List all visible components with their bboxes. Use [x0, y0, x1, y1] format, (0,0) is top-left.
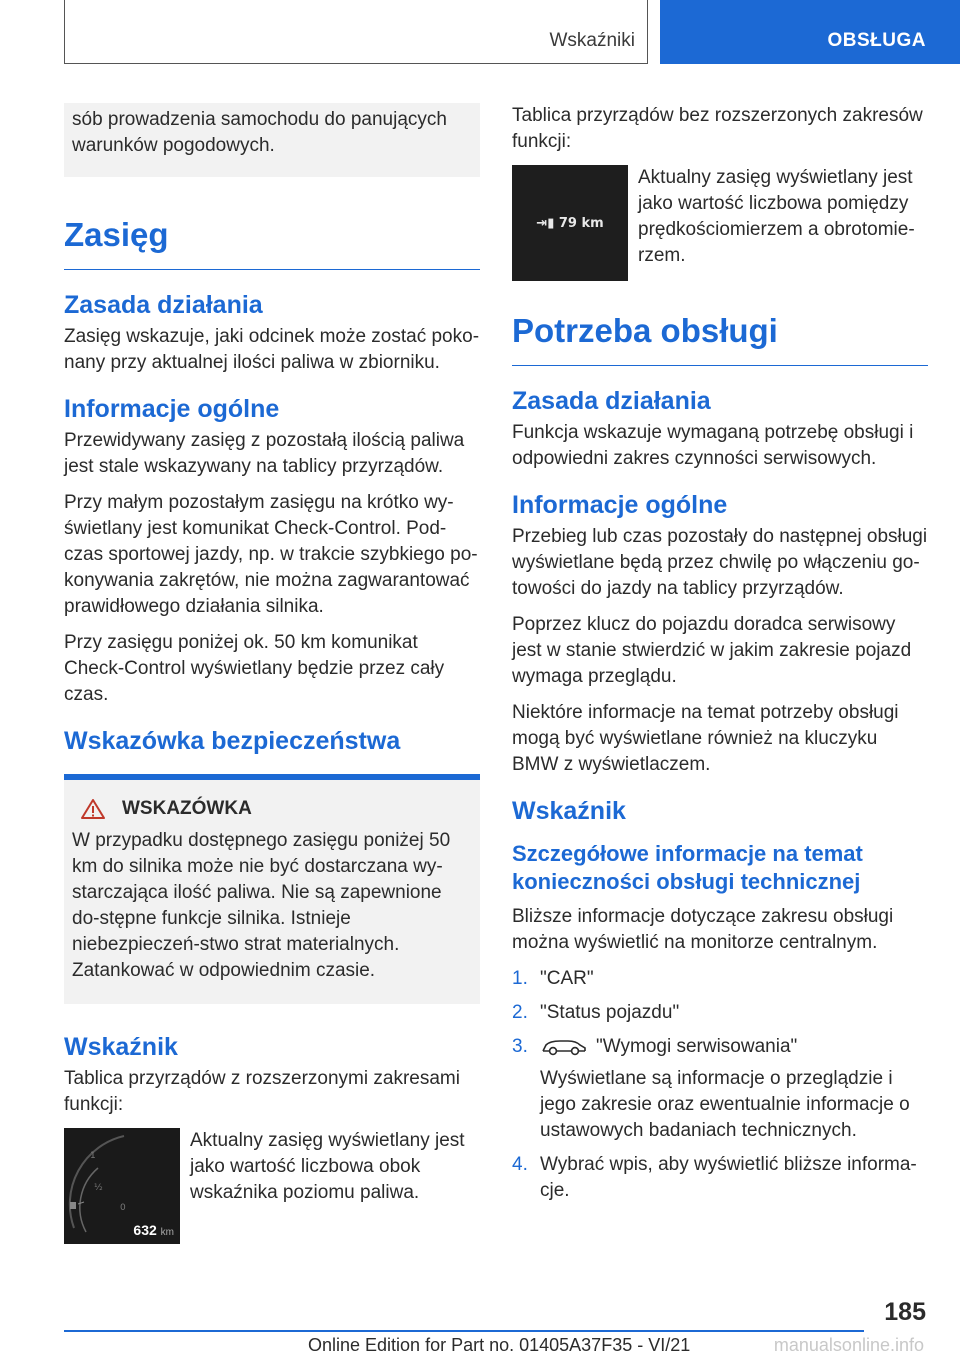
intro-text: sób prowadzenia samochodu do panujących warunków pogodowych.	[72, 109, 447, 156]
car-icon	[540, 1037, 588, 1057]
svg-text:0: 0	[120, 1203, 126, 1213]
warning-triangle-icon	[80, 798, 106, 820]
figure-extended-caption: Aktualny zasięg wyświetlany jest jako wartość liczbowa obok wskaźnika poziomu paliwa.	[190, 1130, 465, 1203]
heading-service-principle: Zasada działania	[512, 387, 711, 415]
warning-header	[72, 798, 472, 820]
heading-safety: Wskazówka bezpieczeństwa	[64, 727, 401, 755]
heading-service-general: Informacje ogólne	[512, 491, 728, 519]
heading-range: Zasięg	[64, 215, 480, 270]
list-item: 1. "CAR"	[512, 968, 594, 989]
watermark: manualsonline.info	[773, 1335, 924, 1355]
list-item: 2. "Status pojazdu"	[512, 1002, 680, 1023]
heading-range-general: Informacje ogólne	[64, 395, 280, 423]
intro-box	[64, 103, 480, 177]
heading-service-need: Potrzeba obsługi	[512, 311, 928, 366]
figure-basic-caption: Aktualny zasięg wyświetlany jest jako wartość liczbowa pomiędzy prędkościomierzem a obrotomie-rzem.	[638, 167, 915, 266]
heading-range-principle: Zasada działania	[64, 291, 263, 319]
figure-extended-cluster	[64, 1128, 480, 1244]
range-general-p1: Przewidywany zasięg z pozostałą ilością paliwa jest stale wskazywany na tablicy przyrządów.	[64, 430, 465, 477]
figure-basic-cluster	[512, 165, 928, 281]
range-general-p3: Przy zasięgu poniżej ok. 50 km komunikat Check-Control wyświetlany będzie przez cały czas.	[64, 632, 445, 705]
steps-list	[512, 966, 928, 1204]
warning-text: W przypadku dostępnego zasięgu poniżej 50 km do silnika może nie być dostarczana wy-starczająca ilość paliwa. Nie są zapewnione do-stępne funkcje silnika. Istnieje niebezpieczeń-stwo strat materialnych. Zatankować w odpowiednim czasie.	[72, 830, 451, 981]
heading-indicator-left: Wskaźnik	[64, 1033, 178, 1061]
header-chapter-title: OBSŁUGA	[827, 30, 926, 51]
indicator-left-text: Tablica przyrządów z rozszerzonymi zakresami funkcji:	[64, 1068, 460, 1115]
footer-rule	[64, 1330, 864, 1332]
basic-cluster-intro: Tablica przyrządów bez rozszerzonych zakresów funkcji:	[512, 105, 923, 152]
header-chapter-tab	[660, 0, 960, 64]
right-column	[512, 103, 928, 1212]
basic-cluster-image	[512, 165, 628, 281]
range-principle-text: Zasięg wskazuje, jaki odcinek może zostać poko-nany przy aktualnej ilości paliwa w zbiorniku.	[64, 326, 480, 373]
service-general-p3: Niektóre informacje na temat potrzeby obsługi mogą być wyświetlane również na kluczyku BMW z wyświetlaczem.	[512, 702, 899, 775]
service-general-p2: Poprzez klucz do pojazdu doradca serwisowy jest w stanie stwierdzić w jakim zakresie pojazd wymaga przeglądu.	[512, 614, 912, 687]
fuel-pump-icon: ⇥▮	[536, 215, 555, 231]
instrument-cluster-image	[64, 1128, 180, 1244]
svg-text:½: ½	[94, 1183, 103, 1193]
range-general-p2: Przy małym pozostałym zasięgu na krótko wy-świetlany jest komunikat Check-Control. Pod-czas sportowej jazdy, np. w trakcie szybkiego po-konywania zakrętów, nie można zagwarantować prawidłowego działania silnika.	[64, 492, 478, 617]
service-details-text: Bliższe informacje dotyczące zakresu obsługi można wyświetlić na monitorze centralnym.	[512, 906, 894, 953]
service-principle-text: Funkcja wskazuje wymaganą potrzebę obsługi i odpowiedni zakres czynności serwisowych.	[512, 422, 914, 469]
edition-note: Online Edition for Part no. 01405A37F35 - VI/21	[308, 1335, 691, 1355]
heading-indicator-right: Wskaźnik	[512, 797, 626, 825]
page-number: 185	[884, 1298, 926, 1326]
warning-title: WSKAZÓWKA	[122, 798, 252, 819]
list-item: 3. "Wymogi serwisowania" Wyświetlane są informacje o przeglądzie i jego zakresie oraz ewentualnie informacje o ustawowych badaniach technicznych.	[512, 1034, 928, 1144]
cluster-range-readout: 632 km	[133, 1222, 174, 1238]
header-section-box	[64, 0, 648, 64]
heading-service-details: Szczegółowe informacje na temat konieczności obsługi technicznej	[512, 841, 863, 894]
list-item: 4. Wybrać wpis, aby wyświetlić bliższe informa-cje.	[512, 1154, 917, 1201]
service-general-p1: Przebieg lub czas pozostały do następnej obsługi wyświetlane będą przez chwilę po włączeniu go-towości do jazdy na tablicy przyrządów.	[512, 526, 928, 599]
basic-cluster-readout: ⇥▮ 79 km	[536, 215, 604, 231]
warning-box	[64, 780, 480, 1004]
left-column	[64, 103, 480, 1244]
step3-note: Wyświetlane są informacje o przeglądzie i jego zakresie oraz ewentualnie informacje o ustawowych badaniach technicznych.	[540, 1068, 910, 1141]
header-section-title: Wskaźniki	[549, 30, 635, 51]
svg-text:1: 1	[90, 1151, 96, 1161]
